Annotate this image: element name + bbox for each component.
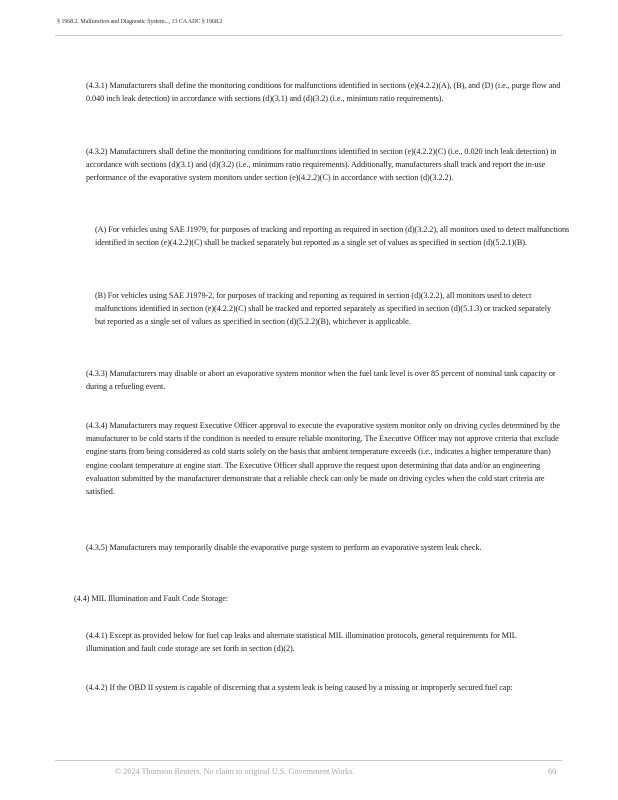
paragraph-4-3-1: (4.3.1) Manufacturers shall define the monitoring conditions for malfunctions identified in sections (e)(4.2.2)(A), (B), and (D) (i.e., purge flow and 0.040 inch leak detection) in accordance with sections (d)(3.1) and (d)(3.2) (i.e., minimum ratio requirements). bbox=[86, 81, 561, 104]
page-number: 60 bbox=[548, 767, 557, 776]
section-heading-4-4: (4.4) MIL Illumination and Fault Code Storage: bbox=[74, 594, 229, 603]
paragraph-4-3-2-b: (B) For vehicles using SAE J1979-2, for purposes of tracking and reporting as required in section (d)(3.2.2), all monitors used to detect malfunctions identified in section (e)(4.2.2)(C) shall be tracked and reported separately as specified in section (d)(5.1.3) or tracked separately but reported as a single set of values as specified in section (d)(5.2.2)(B), whichever is applicable. bbox=[95, 291, 552, 327]
paragraph-4-3-2-a: (A) For vehicles using SAE J1979, for purposes of tracking and reporting as required in section (d)(3.2.2), all monitors used to detect malfunctions identified in section (e)(4.2.2)(C) shall be tracked separately but reported as a single set of values as specified in section (d)(5.2.1)(B). bbox=[95, 225, 570, 248]
bottom-divider bbox=[55, 760, 562, 761]
paragraph-4-4-2: (4.4.2) If the OBD II system is capable of discerning that a system leak is being caused by a missing or improperly secured fuel cap: bbox=[86, 683, 513, 692]
running-head: § 1968.2. Malfunction and Diagnostic System..., 13 CA ADC § 1968.2 bbox=[57, 18, 223, 25]
top-divider bbox=[55, 35, 562, 36]
copyright-footer: © 2024 Thomson Reuters. No claim to original U.S. Government Works. bbox=[115, 767, 355, 776]
paragraph-4-4-1: (4.4.1) Except as provided below for fuel cap leaks and alternate statistical MIL illumination protocols, general requirements for MIL illumination and fault code storage are set forth in section (d)(2). bbox=[86, 631, 517, 654]
paragraph-4-3-2: (4.3.2) Manufacturers shall define the monitoring conditions for malfunctions identified in section (e)(4.2.2)(C) (i.e., 0.020 inch leak detection) in accordance with sections (d)(3.1) and (d)(3.2) (i.e., minimum ratio requirements). Additionally, manufacturers shall track and report the in-use performance of the evaporative system monitors under section (e)(4.2.2)(C) in accordance with section (d)(3.2.2). bbox=[86, 147, 557, 183]
paragraph-4-3-3: (4.3.3) Manufacturers may disable or abort an evaporative system monitor when the fuel tank level is over 85 percent of nominal tank capacity or during a refueling event. bbox=[86, 369, 556, 392]
paragraph-4-3-4: (4.3.4) Manufacturers may request Executive Officer approval to execute the evaporative system monitor only on driving cycles determined by the manufacturer to be cold starts if the condition is needed to ensure reliable monitoring. The Executive Officer may not approve criteria that exclude engine starts from being considered as cold starts solely on the basis that ambient temperature exceeds (i.e., indicates a higher temperature than) engine coolant temperature at engine start. The Executive Officer shall approve the request upon determining that data and/or an engineering evaluation submitted by the manufacturer demonstrate that a reliable check can only be made on driving cycles when the cold start criteria are satisfied. bbox=[86, 421, 561, 497]
paragraph-4-3-5: (4.3.5) Manufacturers may temporarily disable the evaporative purge system to perform an evaporative system leak check. bbox=[86, 543, 482, 552]
